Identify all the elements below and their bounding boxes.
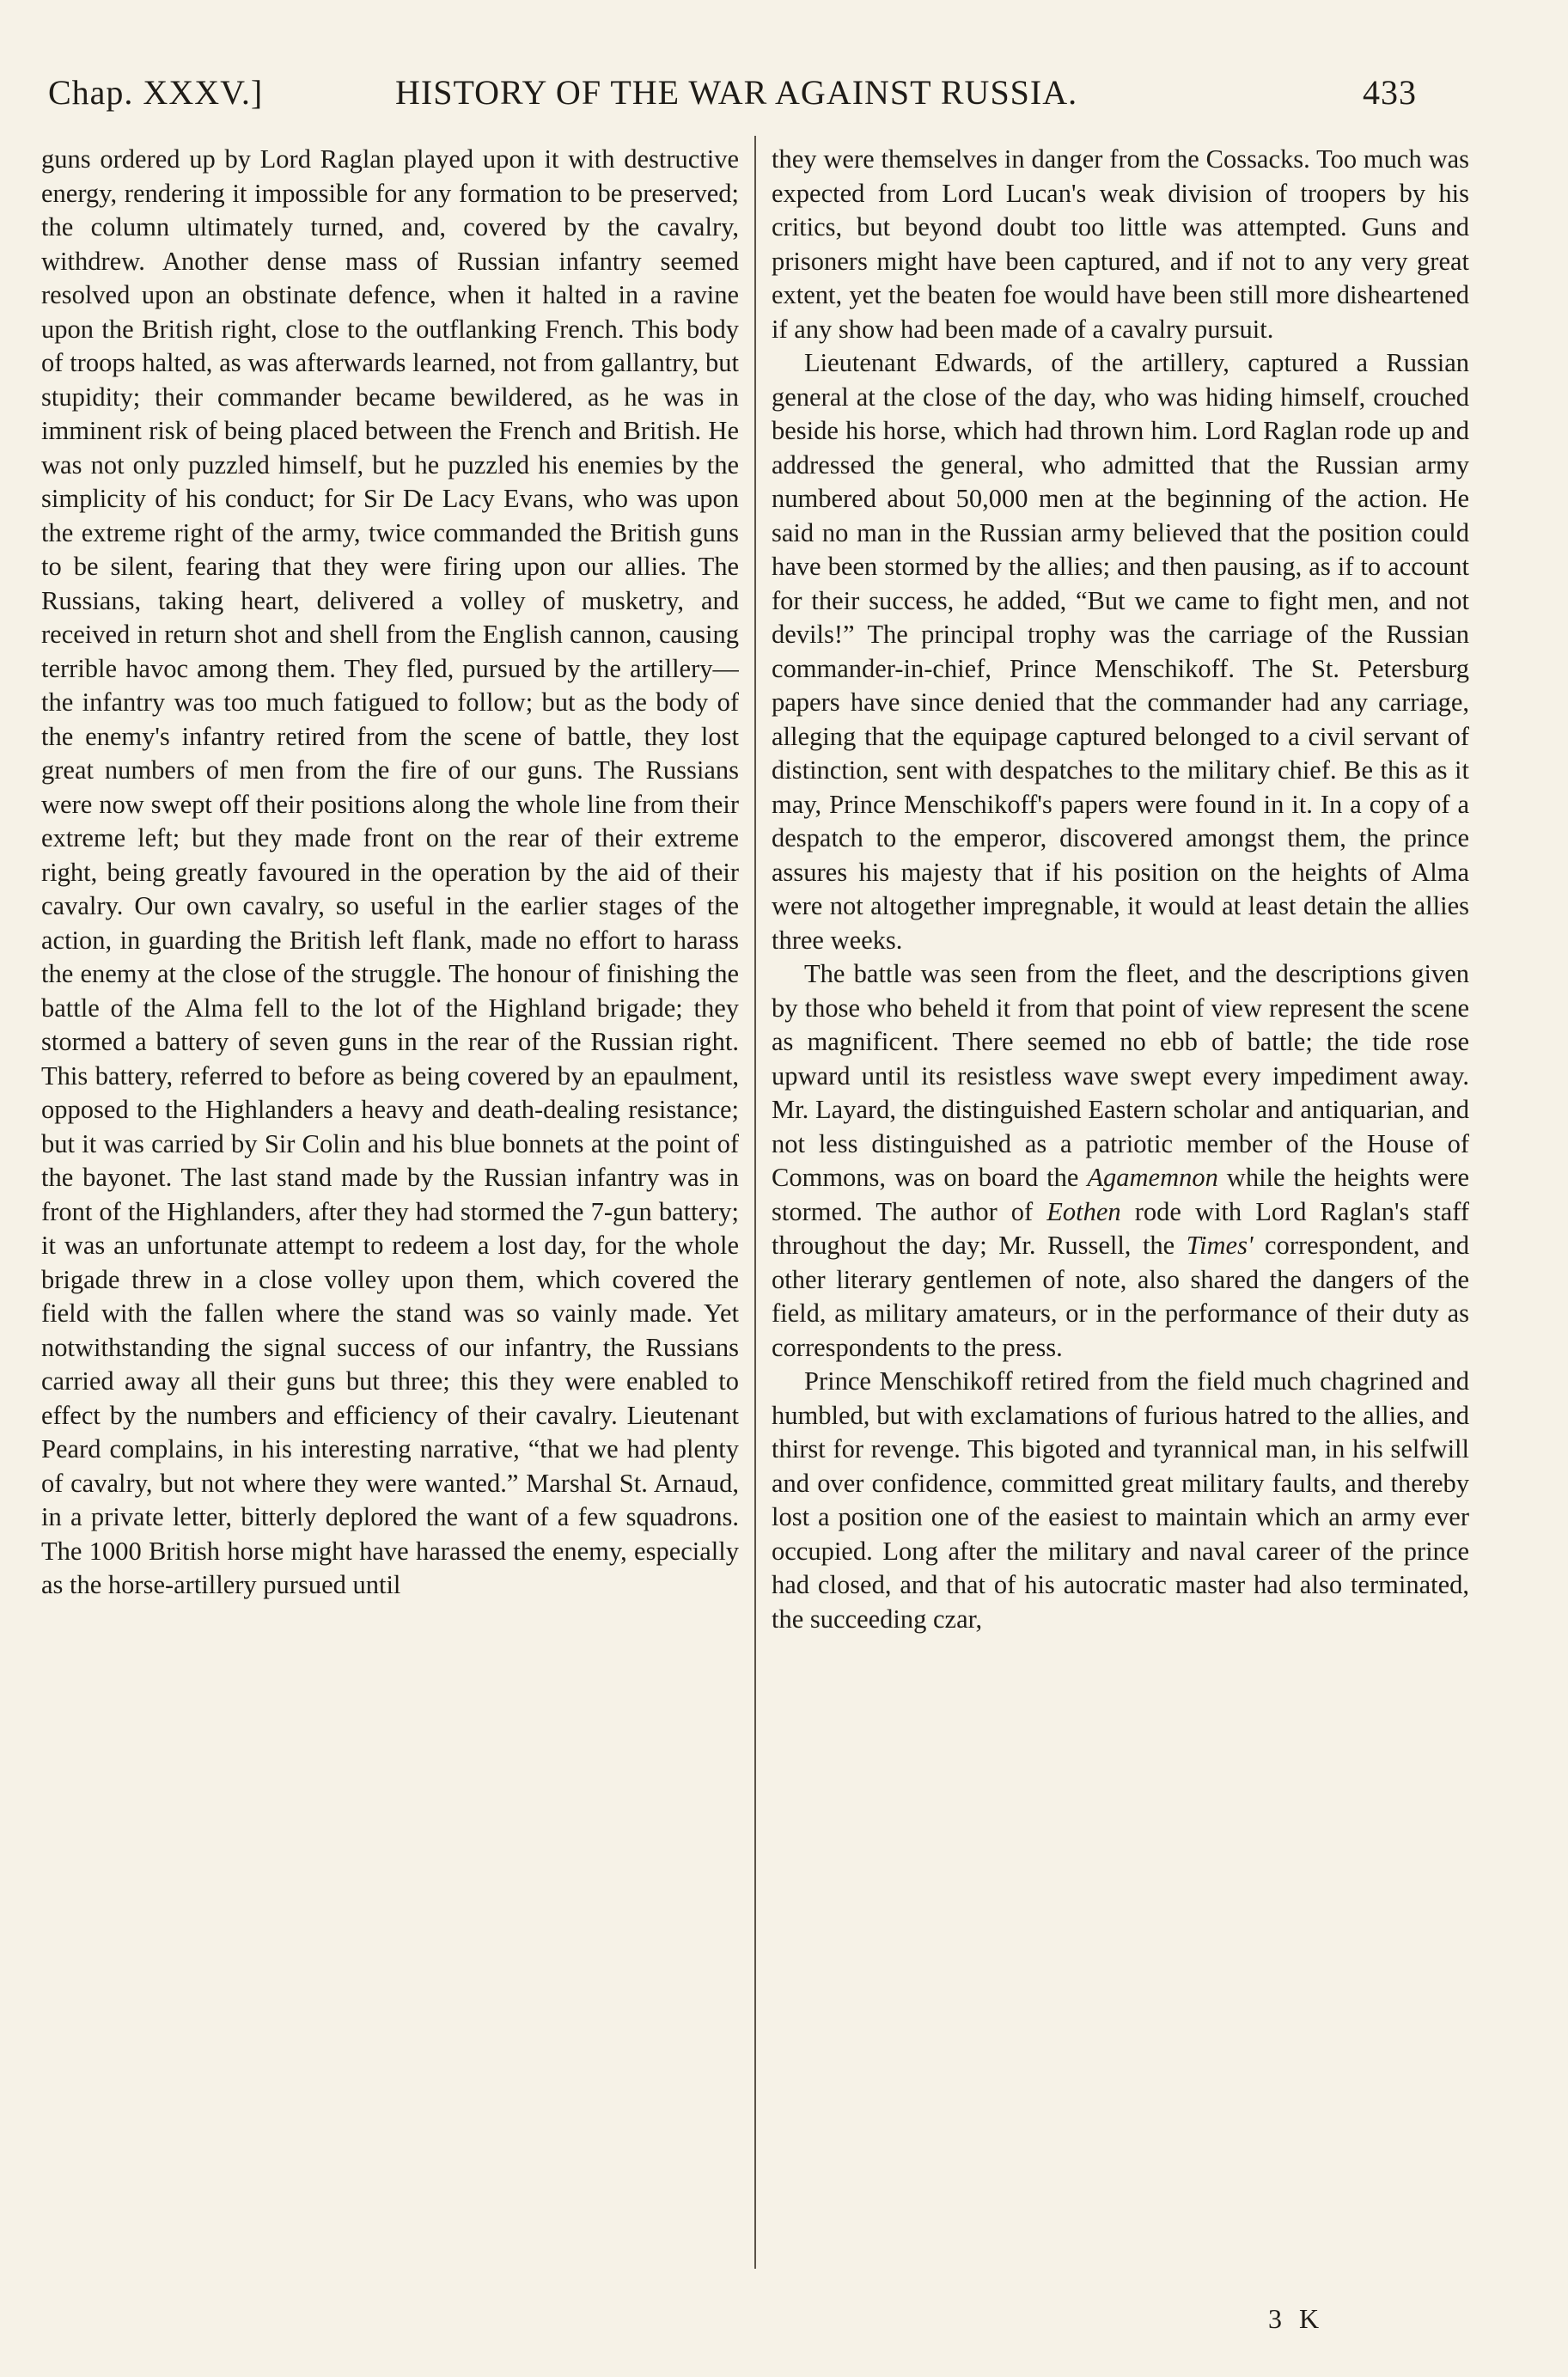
right-column bbox=[772, 143, 1469, 2265]
text-run: The battle was seen from the fleet, and the descriptions given by those who beheld it from that point of view represent the scene as magnificent. There seemed no ebb of battle; the tide rose upward until its resistless wave swept every impediment away. Mr. Layard, the distinguished Eastern scholar and antiquarian, and not less distinguished as a patriotic member of the House of Commons, was on board the bbox=[772, 959, 1469, 1192]
text-run: rode with Lord Raglan's staff throughout the day; Mr. Russell, the bbox=[772, 1196, 1469, 1260]
paragraph: Prince Menschikoff retired from the field much chagrined and humbled, but with exclamations of furious hatred to the allies, and thirst for revenge. This bigoted and tyrannical man, in his selfwill and over confidence, committed great military faults, and thereby lost a position one of the easiest to maintain which an army ever occupied. Long after the military and naval career of the prince had closed, and that of his autocratic master had also terminated, the succeeding czar, bbox=[772, 1366, 1469, 1634]
ship-name: Agamemnon bbox=[1087, 1163, 1218, 1192]
text-run: while the heights were stormed. The author of bbox=[772, 1163, 1469, 1226]
running-title: HISTORY OF THE WAR AGAINST RUSSIA. bbox=[395, 73, 1078, 112]
paragraph: Lieutenant Edwards, of the artillery, captured a Russian general at the close of the day, who was hiding himself, crouched beside his horse, which had thrown him. Lord Raglan rode up and addressed the general, who admitted that the Russian army numbered about 50,000 men at the beginning of the action. He said no man in the Russian army believed that the position could have been stormed by the allies; and then pausing, as if to account for their success, he added, “But we came to fight men, and not devils!” The principal trophy was the carriage of the Russian commander-in-chief, Prince Menschikoff. The St. Petersburg papers have since denied that the commander had any carriage, alleging that the equipage captured belonged to a civil servant of distinction, sent with despatches to the military chief. Be this as it may, Prince Menschikoff's papers were found in it. In a copy of a despatch to the emperor, discovered amongst them, the prince assures his majesty that if his position on the heights of Alma were not altogether impregnable, it would at least detain the allies three weeks. bbox=[772, 348, 1469, 955]
running-header bbox=[48, 72, 1423, 124]
signature-mark: 3 K bbox=[1268, 2303, 1325, 2334]
text-run: correspondent, and other literary gentlemen of note, also shared the dangers of the field, as military amateurs, or in the performance of their duty as correspondents to the press. bbox=[772, 1231, 1469, 1362]
paragraph: guns ordered up by Lord Raglan played upon it with destructive energy, rendering it impossible for any formation to be preserved; the column ultimately turned, and, covered by the cavalry, withdrew. Another dense mass of Russian infantry seemed resolved upon an obstinate defence, when it halted in a ravine upon the British right, close to the outflanking French. This body of troops halted, as was afterwards learned, not from gallantry, but stupidity; their commander became bewildered, as he was in imminent risk of being placed between the French and British. He was not only puzzled himself, but he puzzled his enemies by the simplicity of his conduct; for Sir De Lacy Evans, who was upon the extreme right of the army, twice commanded the British guns to be silent, fearing that they were firing upon our allies. The Russians, taking heart, delivered a volley of musketry, and received in return shot and shell from the English cannon, causing terrible havoc among them. They fled, pursued by the artillery—the infantry was too much fatigued to follow; but as the body of the enemy's infantry retired from the scene of battle, they lost great numbers of men from the fire of our guns. The Russians were now swept off their positions along the whole line from their extreme left; but they made front on the rear of their extreme right, being greatly favoured in the operation by the aid of their cavalry. Our own cavalry, so useful in the earlier stages of the action, in guarding the British left flank, made no effort to harass the enemy at the close of the struggle. The honour of finishing the battle of the Alma fell to the lot of the Highland brigade; they stormed a battery of seven guns in the rear of the Russian right. This battery, referred to before as being covered by an epaulment, opposed to the Highlanders a heavy and death-dealing resistance; but it was carried by Sir Colin and his blue bonnets at the point of the bayonet. The last stand made by the Russian infantry was in front of the Highlanders, after they had stormed the 7-gun battery; it was an unfortunate attempt to redeem a lost day, for the whole brigade threw in a close volley upon them, which covered the field with the fallen where the stand was so vainly made. Yet notwithstanding the signal success of our infantry, the Russians carried away all their guns but three; this they were enabled to effect by the numbers and efficiency of their cavalry. Lieutenant Peard complains, in his interesting narrative, “that we had plenty of cavalry, but not where they were wanted.” Marshal St. Arnaud, in a private letter, bitterly deplored the want of a few squadrons. The 1000 British horse might have harassed the enemy, especially as the horse-artillery pursued until bbox=[41, 144, 739, 1599]
paragraph bbox=[772, 957, 1469, 1365]
left-column bbox=[41, 143, 739, 2265]
book-title: Eothen bbox=[1046, 1196, 1121, 1226]
paragraph: they were themselves in danger from the Cossacks. Too much was expected from Lord Lucan's weak division of troopers by his critics, but beyond doubt too little was attempted. Guns and prisoners might have been captured, and if not to any very great extent, yet the beaten foe would have been still more disheartened if any show had been made of a cavalry pursuit. bbox=[772, 144, 1469, 344]
page-number: 433 bbox=[1363, 73, 1417, 112]
chapter-label: Chap. XXXV.] bbox=[48, 73, 264, 112]
newspaper-title: Times' bbox=[1186, 1231, 1254, 1260]
column-divider bbox=[754, 136, 756, 2269]
